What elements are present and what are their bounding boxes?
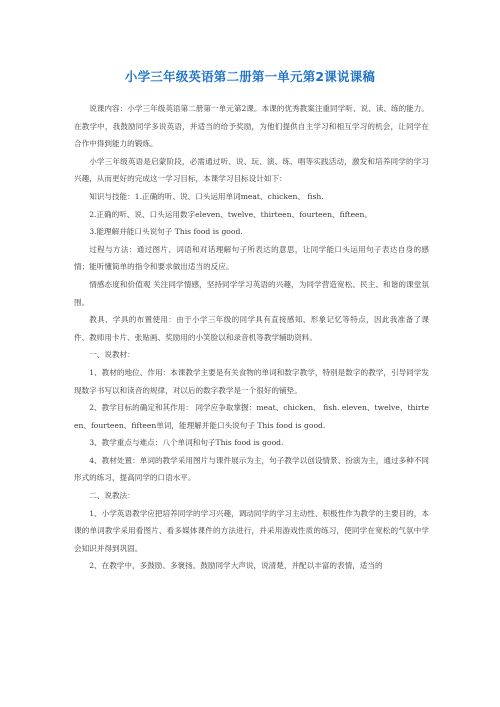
document-title: 小学三年级英语第二册第一单元第2课说课稿	[124, 69, 376, 84]
section-heading-methods: 二、说教法：	[89, 491, 135, 501]
paragraph-intro: 说课内容：小学三年级英语第二册第一单元第2课。本课的优秀教案注重同学听、说、读、练的能力。在教学中，我鼓励同学多说英语，并适当的给予奖励，为他们提供自主学习和相互学习的机会，让同学在合作中得到能力的锻炼。	[74, 104, 429, 149]
paragraph-objectives-intro: 小学三年级英语是启蒙阶段，必需通过听、说、玩、演、练、唱等实践活动，激发和培养同学的学习兴趣，从而更好的完成这一学习目标，本课学习目标设计如下：	[74, 156, 429, 184]
paragraph-materials-1: 1、教材的地位、作用：本课教学主要是有关食物的单词和数字教学，特别是数字的教学，引导同学发现数字书写以和读音的规律，对以后的数字教学是一个很好的铺垫。	[74, 367, 429, 395]
paragraph-attitude-values: 情感态度和价值观 关注同学情感，坚持同学学习英语的兴趣，为同学营造宽松、民主、和谐的课堂氛围。	[74, 279, 429, 307]
paragraph-materials-4: 4、教材处置：单词的教学采用图片与课件展示为主，句子教学以创设情景、扮演为主，通过多种不同形式的练习，提高同学的口语水平。	[74, 455, 429, 483]
paragraph-methods-1: 1、小学英语教学应把培养同学的学习兴趣，调动同学的学习主动性、积极性作为教学的主要目的，本课的单词教学采用看图片、看多媒体课件的方法进行，并采用游戏性质的练习，使同学在宽松的气氛中学会知识并得到巩固。	[74, 508, 429, 553]
paragraph-methods-2: 2、在教学中，多鼓励、多褒扬。鼓励同学大声说，说清楚，并配以丰富的表情，适当的	[89, 561, 383, 571]
paragraph-knowledge-3: 3.能理解并能口头说句子 This food is good.	[89, 227, 243, 237]
paragraph-knowledge-2: 2.正确的听、说、口头运用数字eleven、twelve、thirteen、fourteen、fifteen。	[89, 209, 373, 219]
paragraph-knowledge-1: 知识与技能：1.正确的听、说、口头运用单词meat、chicken、 fish.	[89, 191, 324, 201]
section-heading-materials: 一、说教材：	[89, 350, 135, 360]
paragraph-teaching-aids: 教具、学具的布置使用：由于小学三年级的同学具有直接感知、形象记忆等特点，因此我准备了课件、教师用卡片、张贴画、奖励用的小笑脸以和录音机等教学辅助资料。	[74, 315, 429, 342]
paragraph-materials-3: 3、教学重点与难点：八个单词和句子This food is good.	[89, 438, 284, 448]
paragraph-materials-2: 2、教学目标的确定和其作用： 同学应争取掌握：meat、chicken、 fish. eleven、twelve、thirteen、fourteen、fifteen单词，能理解并能口头说句子 This food is good.	[74, 403, 429, 430]
paragraph-process-method: 过程与方法：通过图片、词语和对话理解句子所表达的意思，让同学能口头运用句子表达自身的感情；能听懂简单的指令和要求做出适当的反应。	[74, 244, 429, 272]
document-body	[74, 100, 429, 575]
